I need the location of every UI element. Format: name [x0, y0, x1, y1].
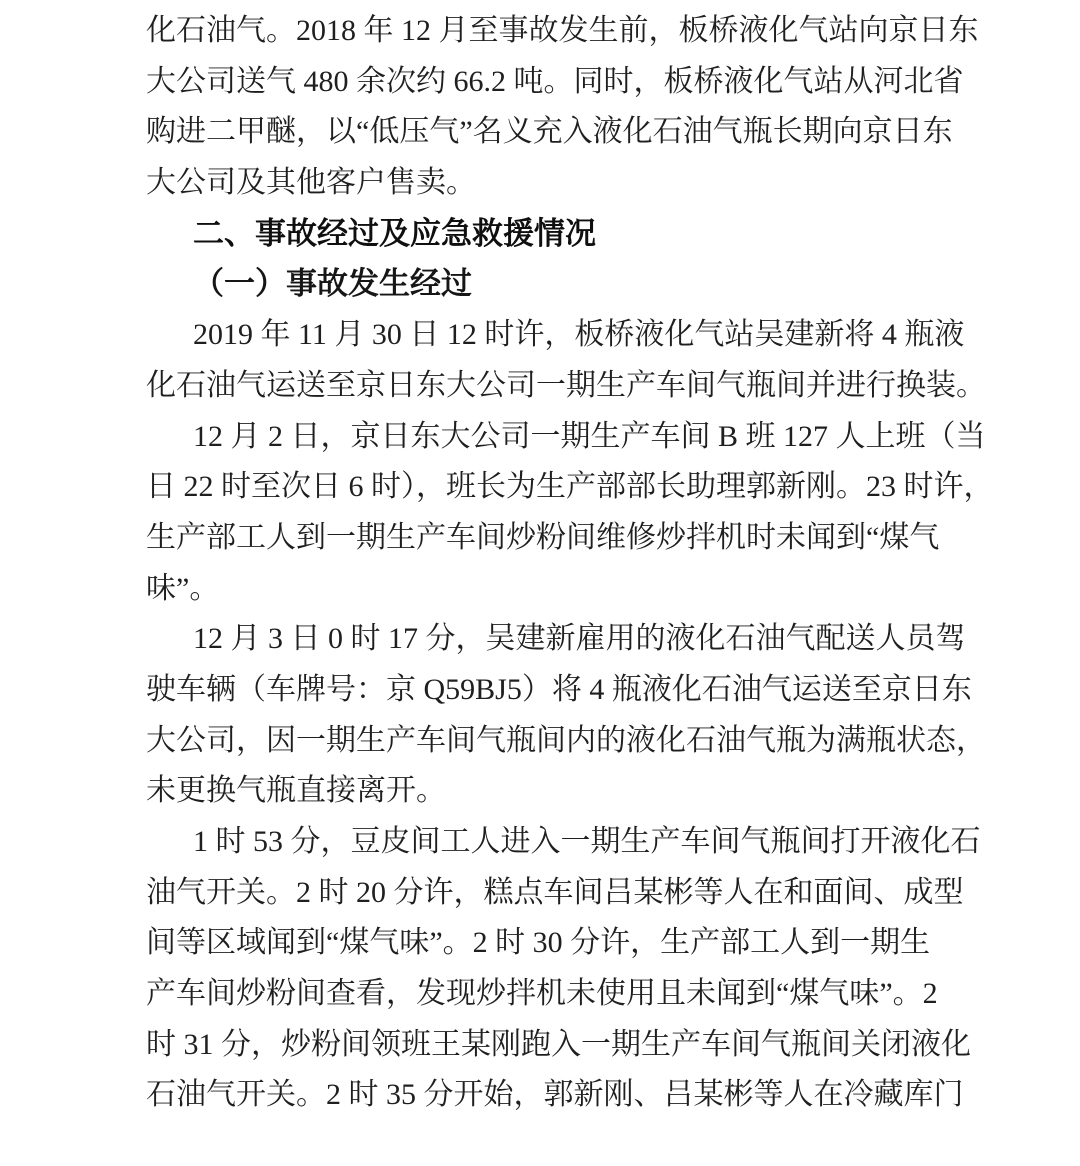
text-line: 味”。 — [146, 571, 220, 605]
text-line: 1 时 53 分，豆皮间工人进入一期生产车间气瓶间打开液化石 — [193, 825, 981, 858]
text-line: 大公司送气 480 余次约 66.2 吨。同时，板桥液化气站从河北省 — [146, 64, 964, 98]
text-line: 石油气开关。2 时 35 分开始，郭新刚、吕某彬等人在冷藏库门 — [146, 1078, 964, 1112]
text-line: 大公司及其他客户售卖。 — [146, 166, 476, 200]
text-line: 日 22 时至次日 6 时），班长为生产部部长助理郭新刚。23 时许， — [146, 470, 994, 504]
text-line: 化石油气运送至京日东大公司一期生产车间气瓶间并进行换装。 — [146, 368, 986, 402]
section-heading: 二、事故经过及应急救援情况 — [193, 215, 596, 251]
text-line: 大公司，因一期生产车间气瓶间内的液化石油气瓶为满瓶状态， — [146, 723, 986, 757]
text-line: 时 31 分，炒粉间领班王某刚跑入一期生产车间气瓶间关闭液化 — [146, 1027, 971, 1061]
text-line: 间等区域闻到“煤气味”。2 时 30 分许，生产部工人到一期生 — [146, 926, 931, 960]
text-line: 2019 年 11 月 30 日 12 时许，板桥液化气站吴建新将 4 瓶液 — [193, 318, 965, 352]
subsection-heading: （一）事故发生经过 — [193, 266, 472, 302]
text-line: 未更换气瓶直接离开。 — [146, 774, 446, 808]
text-line: 产车间炒粉间查看，发现炒拌机未使用且未闻到“煤气味”。2 — [146, 977, 938, 1011]
text-line: 12 月 2 日，京日东大公司一期生产车间 B 班 127 人上班（当 — [193, 419, 986, 453]
text-line: 驶车辆（车牌号：京 Q59BJ5）将 4 瓶液化石油气运送至京日东 — [146, 672, 972, 706]
text-line: 化石油气。2018 年 12 月至事故发生前，板桥液化气站向京日东 — [146, 14, 979, 47]
text-line: 油气开关。2 时 20 分许，糕点车间吕某彬等人在和面间、成型 — [146, 875, 964, 909]
text-line: 生产部工人到一期生产车间炒粉间维修炒拌机时未闻到“煤气 — [146, 520, 940, 554]
text-line: 12 月 3 日 0 时 17 分，吴建新雇用的液化石油气配送人员驾 — [193, 622, 966, 656]
document-body — [146, 6, 994, 1121]
text-line: 购进二甲醚，以“低压气”名义充入液化石油气瓶长期向京日东 — [146, 115, 953, 149]
